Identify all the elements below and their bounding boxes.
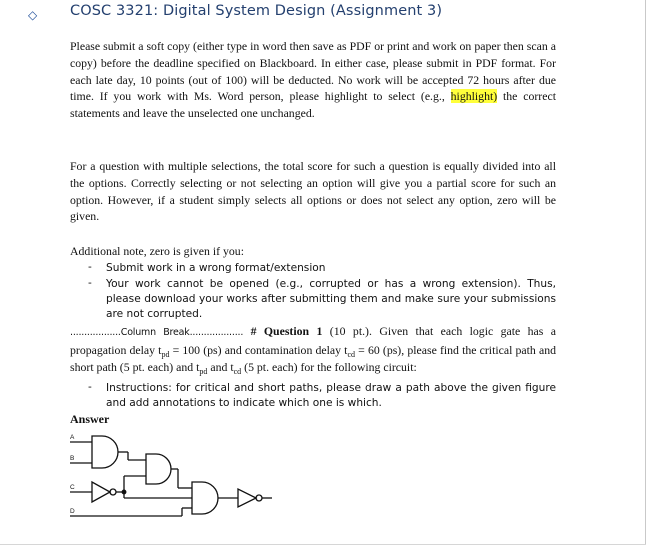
document-title: COSC 3321: Digital System Design (Assignment 3) xyxy=(70,3,443,19)
question-paragraph: ..................Column Break................... # Question 1 (10 pt.). Given that each logic gate has a propagation delay $t_{pd} = 100$ (ps) and contamination delay $t_{cd} = 60$ (ps), please find the critical path and short path (5 pt. each) and $t_{pd}$ and $t_{cd}$ (5 pt. each) for the following circuit: xyxy=(70,324,557,376)
and-gate-1 xyxy=(92,436,118,468)
logic-circuit-diagram xyxy=(66,430,281,525)
input-label-c: C xyxy=(70,484,75,491)
bullet-item-text: Submit work in a wrong format/extension xyxy=(106,262,326,274)
bullet-dash: - xyxy=(88,261,92,273)
input-label-d: D xyxy=(70,508,75,515)
instruction-text: Instructions: for critical and short paths, please draw a path above the given figure and add annotations to indicate which one is which. xyxy=(106,382,556,409)
input-label-b: B xyxy=(70,455,75,462)
input-label-a: A xyxy=(70,434,75,441)
bullet-item xyxy=(88,261,556,277)
and-gate-3 xyxy=(192,482,218,514)
intro-paragraph: Please submit a soft copy (either type in word then save as PDF or print and work on paper then scan a copy) before the deadline specified on Blackboard. In either case, please submit in PDF format. For each late day, 10 points (out of 100) will be deducted. No work will be accepted 72 hours after due time. If you work with Ms. Word person, please highlight to select (e.g., highlight) the correct statements and leave the unselected one unchanged. xyxy=(70,39,556,121)
and-gate-2 xyxy=(146,454,171,484)
page-edge-right xyxy=(645,0,646,545)
bullet-item xyxy=(88,277,556,323)
additional-note-heading: Additional note, zero is given if you: xyxy=(70,244,244,258)
bullet-dash: - xyxy=(88,277,92,289)
bullet-dash: - xyxy=(88,381,92,393)
not-gate-1 xyxy=(92,482,110,502)
column-break-marker: ..................Column Break................... xyxy=(70,327,244,338)
scoring-paragraph: For a question with multiple selections, the total score for such a question is equally divided into all the options. Correctly selecting or not selecting an option will give you a partial score for such an option. However, if a student simply selects all options or does not select any option, zero will be given. xyxy=(70,159,556,224)
highlight-example: highlight) xyxy=(450,89,498,104)
answer-label: Answer xyxy=(70,412,110,426)
bullet-item-text: Your work cannot be opened (e.g., corrupted or has a wrong extension). Thus, please download your works after submitting them and make sure your submissions are not corrupted. xyxy=(106,278,556,320)
question-label: # Question 1 xyxy=(250,324,323,338)
instruction-item xyxy=(88,381,556,411)
not-gate-2 xyxy=(238,489,256,507)
heading-marker-icon[interactable]: ◇ xyxy=(28,8,38,22)
